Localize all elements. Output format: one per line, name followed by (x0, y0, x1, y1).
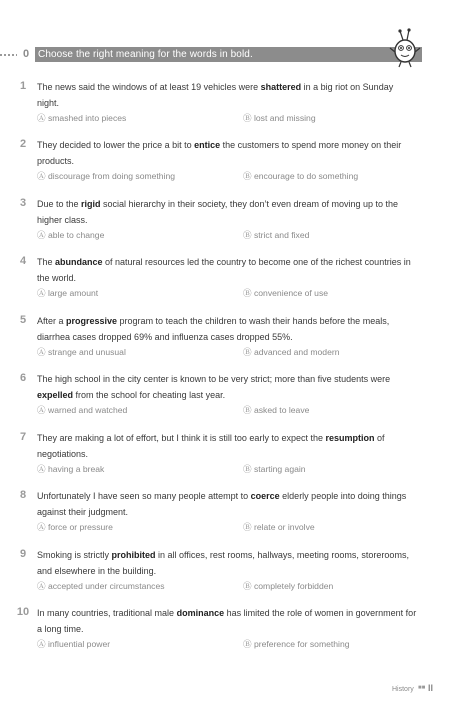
option-a[interactable]: Ⓐ discourage from doing something (37, 171, 176, 181)
question-text: The abundance of natural resources led the country to become one of the richest countries in the world. (37, 257, 411, 283)
question-number: 5 (19, 314, 27, 326)
option-a[interactable]: Ⓐ force or pressure (37, 522, 113, 532)
option-b[interactable]: Ⓑ advanced and modern (243, 347, 340, 357)
question-number: 8 (19, 489, 27, 501)
bold-word: abundance (55, 257, 103, 267)
question-text: Unfortunately I have seen so many people attempt to coerce elderly people into doing things against their judgment. (37, 491, 407, 517)
question-number: 4 (19, 255, 27, 267)
question-number: 9 (19, 548, 27, 560)
bold-word: shattered (260, 82, 302, 92)
exercise-number: 0 (17, 47, 35, 62)
option-a[interactable]: Ⓐ warned and watched (37, 405, 128, 415)
bold-word: expelled (37, 390, 74, 400)
option-b[interactable]: Ⓑ encourage to do something (243, 171, 359, 181)
bold-word: progressive (66, 316, 118, 326)
option-b[interactable]: Ⓑ strict and fixed (243, 230, 310, 240)
option-b[interactable]: Ⓑ asked to leave (243, 405, 310, 415)
question-number: 2 (19, 138, 27, 150)
question-number: 6 (19, 372, 27, 384)
question-text: After a progressive program to teach the children to wash their hands before the meals, diarrhea cases dropped 69% and influenza cases dropped 55%. (37, 316, 390, 342)
question-text: In many countries, traditional male dominance has limited the role of women in government for a long time. (37, 608, 417, 634)
question-text: Due to the rigid social hierarchy in their society, they don’t even dream of moving up to the higher class. (37, 199, 399, 225)
question-text: They are making a lot of effort, but I think it is still too early to expect the resumption of negotiations. (37, 433, 385, 459)
option-a[interactable]: Ⓐ having a break (37, 464, 105, 474)
option-b[interactable]: Ⓑ convenience of use (243, 288, 329, 298)
question-number: 3 (19, 197, 27, 209)
bold-word: dominance (176, 608, 225, 618)
option-a[interactable]: Ⓐ smashed into pieces (37, 113, 127, 123)
bold-word: prohibited (111, 550, 156, 560)
page-number: II (428, 683, 434, 693)
question-text: Smoking is strictly prohibited in all offices, rest rooms, hallways, meeting rooms, storerooms, and elsewhere in the building. (37, 550, 409, 576)
question-text: The high school in the city center is known to be very strict; more than five students were expelled from the school for cheating last year. (37, 374, 391, 400)
option-a[interactable]: Ⓐ large amount (37, 288, 99, 298)
instruction-title: Choose the right meaning for the words in bold. (38, 49, 253, 60)
option-b[interactable]: Ⓑ preference for something (243, 639, 350, 649)
option-b[interactable]: Ⓑ starting again (243, 464, 306, 474)
option-a[interactable]: Ⓐ strange and unusual (37, 347, 126, 357)
bold-word: resumption (325, 433, 375, 443)
footer-mark-icon: ■■ (418, 685, 426, 691)
option-b[interactable]: Ⓑ completely forbidden (243, 581, 334, 591)
question-number: 10 (16, 606, 30, 618)
question-number: 1 (19, 80, 27, 92)
option-b[interactable]: Ⓑ lost and missing (243, 113, 316, 123)
option-a[interactable]: Ⓐ accepted under circumstances (37, 581, 165, 591)
option-b[interactable]: Ⓑ relate or involve (243, 522, 315, 532)
option-a[interactable]: Ⓐ able to change (37, 230, 105, 240)
option-a[interactable]: Ⓐ influential power (37, 639, 111, 649)
bold-word: rigid (81, 199, 101, 209)
footer-section-label: History (392, 686, 414, 693)
question-text: They decided to lower the price a bit to entice the customers to spend more money on their products. (37, 140, 402, 166)
bold-word: coerce (250, 491, 280, 501)
mascot-icon (388, 28, 422, 68)
question-number: 7 (19, 431, 27, 443)
bold-word: entice (194, 140, 221, 150)
question-text: The news said the windows of at least 19 vehicles were shattered in a big riot on Sunday night. (37, 82, 394, 108)
